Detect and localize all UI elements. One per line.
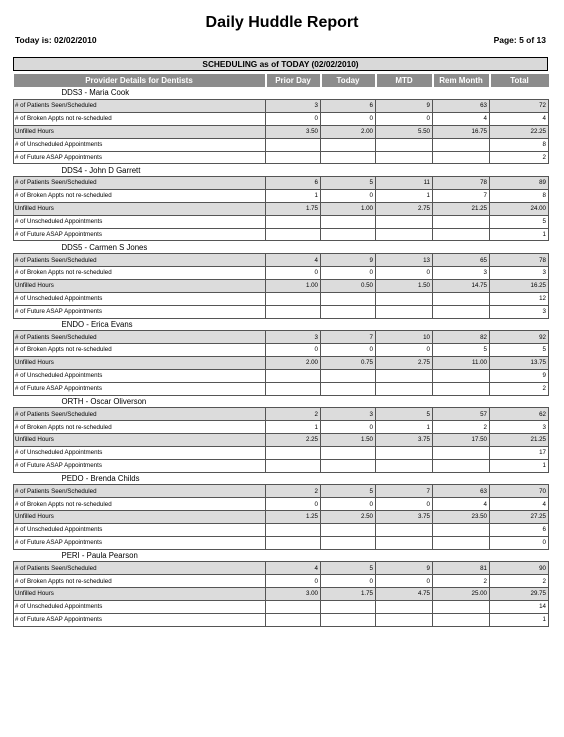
cell-prior-day bbox=[266, 228, 321, 241]
cell-mtd bbox=[376, 600, 433, 613]
table-row bbox=[14, 292, 549, 305]
cell-mtd: 2.75 bbox=[376, 202, 433, 215]
cell-rem-month: 23.50 bbox=[433, 511, 490, 524]
cell-prior-day: 1.00 bbox=[266, 279, 321, 292]
cell-mtd: 0 bbox=[376, 112, 433, 125]
cell-total: 4 bbox=[490, 498, 549, 511]
cell-prior-day: 0 bbox=[266, 575, 321, 588]
row-label: # of Patients Seen/Scheduled bbox=[14, 254, 266, 267]
cell-total: 4 bbox=[490, 112, 549, 125]
cell-today: 2.00 bbox=[321, 125, 376, 138]
row-label: # of Future ASAP Appointments bbox=[14, 382, 266, 395]
cell-mtd bbox=[376, 536, 433, 549]
cell-total: 1 bbox=[490, 459, 549, 472]
header-total: Total bbox=[490, 74, 549, 87]
row-label: Unfilled Hours bbox=[14, 356, 266, 369]
cell-prior-day: 4 bbox=[266, 254, 321, 267]
report-title: Daily Huddle Report bbox=[205, 14, 359, 31]
row-label: # of Future ASAP Appointments bbox=[14, 305, 266, 318]
cell-rem-month: 4 bbox=[433, 498, 490, 511]
cell-total: 90 bbox=[490, 562, 549, 575]
table-row bbox=[14, 523, 549, 536]
cell-prior-day: 2 bbox=[266, 408, 321, 421]
cell-prior-day bbox=[266, 369, 321, 382]
cell-prior-day bbox=[266, 600, 321, 613]
cell-rem-month bbox=[433, 215, 490, 228]
cell-today: 6 bbox=[321, 99, 376, 112]
table-row bbox=[14, 562, 549, 575]
table-row bbox=[14, 215, 549, 228]
row-label: Unfilled Hours bbox=[14, 202, 266, 215]
cell-rem-month: 3 bbox=[433, 266, 490, 279]
row-label: # of Future ASAP Appointments bbox=[14, 459, 266, 472]
cell-prior-day bbox=[266, 382, 321, 395]
table-body bbox=[14, 87, 549, 626]
cell-mtd: 10 bbox=[376, 331, 433, 344]
cell-today bbox=[321, 369, 376, 382]
row-label: # of Unscheduled Appointments bbox=[14, 292, 266, 305]
table-row bbox=[14, 266, 549, 279]
cell-rem-month bbox=[433, 523, 490, 536]
header-provider-details: Provider Details for Dentists bbox=[14, 74, 266, 87]
table-row bbox=[14, 279, 549, 292]
row-label: # of Broken Appts not re-scheduled bbox=[14, 421, 266, 434]
header-row bbox=[14, 74, 549, 87]
row-label: # of Future ASAP Appointments bbox=[14, 536, 266, 549]
cell-rem-month: 7 bbox=[433, 189, 490, 202]
row-label: # of Patients Seen/Scheduled bbox=[14, 177, 266, 190]
table-row bbox=[14, 202, 549, 215]
cell-mtd bbox=[376, 613, 433, 626]
cell-today: 9 bbox=[321, 254, 376, 267]
provider-row bbox=[14, 87, 549, 100]
cell-prior-day: 0 bbox=[266, 112, 321, 125]
table-row bbox=[14, 446, 549, 459]
row-label: Unfilled Hours bbox=[14, 511, 266, 524]
provider-row bbox=[14, 164, 549, 177]
cell-rem-month bbox=[433, 446, 490, 459]
table-row bbox=[14, 99, 549, 112]
row-label: # of Unscheduled Appointments bbox=[14, 446, 266, 459]
cell-rem-month: 57 bbox=[433, 408, 490, 421]
cell-total: 1 bbox=[490, 228, 549, 241]
table-row bbox=[14, 600, 549, 613]
cell-rem-month: 2 bbox=[433, 575, 490, 588]
row-label: # of Unscheduled Appointments bbox=[14, 215, 266, 228]
cell-today: 5 bbox=[321, 562, 376, 575]
cell-prior-day: 0 bbox=[266, 344, 321, 357]
cell-prior-day: 2.25 bbox=[266, 433, 321, 446]
cell-total: 72 bbox=[490, 99, 549, 112]
cell-today: 1.00 bbox=[321, 202, 376, 215]
cell-today: 1.75 bbox=[321, 588, 376, 601]
cell-total: 62 bbox=[490, 408, 549, 421]
table-row bbox=[14, 356, 549, 369]
cell-total: 17 bbox=[490, 446, 549, 459]
cell-total: 78 bbox=[490, 254, 549, 267]
row-label: Unfilled Hours bbox=[14, 588, 266, 601]
cell-rem-month: 78 bbox=[433, 177, 490, 190]
cell-today: 3 bbox=[321, 408, 376, 421]
cell-prior-day bbox=[266, 292, 321, 305]
cell-today bbox=[321, 613, 376, 626]
cell-rem-month: 2 bbox=[433, 421, 490, 434]
cell-total: 8 bbox=[490, 189, 549, 202]
cell-prior-day: 4 bbox=[266, 562, 321, 575]
cell-mtd: 1 bbox=[376, 189, 433, 202]
table-row bbox=[14, 485, 549, 498]
cell-total: 16.25 bbox=[490, 279, 549, 292]
table-row bbox=[14, 112, 549, 125]
cell-today bbox=[321, 292, 376, 305]
cell-total: 3 bbox=[490, 421, 549, 434]
cell-rem-month bbox=[433, 613, 490, 626]
provider-name: DDS5 - Carmen S Jones bbox=[14, 241, 549, 254]
report-date: Today is: 02/02/2010 bbox=[15, 35, 97, 45]
table-row bbox=[14, 125, 549, 138]
cell-prior-day bbox=[266, 305, 321, 318]
cell-mtd: 0 bbox=[376, 498, 433, 511]
cell-today: 0 bbox=[321, 112, 376, 125]
row-label: # of Patients Seen/Scheduled bbox=[14, 408, 266, 421]
row-label: # of Future ASAP Appointments bbox=[14, 613, 266, 626]
cell-total: 12 bbox=[490, 292, 549, 305]
table-row bbox=[14, 613, 549, 626]
cell-today: 0 bbox=[321, 498, 376, 511]
table-row bbox=[14, 331, 549, 344]
cell-mtd bbox=[376, 459, 433, 472]
cell-total: 3 bbox=[490, 266, 549, 279]
cell-total: 14 bbox=[490, 600, 549, 613]
cell-today: 0 bbox=[321, 421, 376, 434]
cell-mtd bbox=[376, 369, 433, 382]
cell-prior-day: 3.50 bbox=[266, 125, 321, 138]
cell-rem-month bbox=[433, 369, 490, 382]
cell-total: 2 bbox=[490, 382, 549, 395]
cell-mtd: 1.50 bbox=[376, 279, 433, 292]
cell-prior-day: 1 bbox=[266, 189, 321, 202]
cell-mtd bbox=[376, 228, 433, 241]
cell-mtd bbox=[376, 138, 433, 151]
table-row bbox=[14, 459, 549, 472]
table-row bbox=[14, 138, 549, 151]
cell-mtd: 0 bbox=[376, 266, 433, 279]
cell-prior-day: 1 bbox=[266, 421, 321, 434]
provider-name: DDS3 - Maria Cook bbox=[14, 87, 549, 100]
cell-rem-month: 21.25 bbox=[433, 202, 490, 215]
cell-total: 92 bbox=[490, 331, 549, 344]
cell-prior-day bbox=[266, 151, 321, 164]
cell-today bbox=[321, 523, 376, 536]
cell-today bbox=[321, 138, 376, 151]
cell-mtd: 4.75 bbox=[376, 588, 433, 601]
cell-total: 22.25 bbox=[490, 125, 549, 138]
table-row bbox=[14, 511, 549, 524]
cell-rem-month bbox=[433, 292, 490, 305]
cell-mtd: 2.75 bbox=[376, 356, 433, 369]
cell-today: 0 bbox=[321, 266, 376, 279]
table-row bbox=[14, 421, 549, 434]
table-row bbox=[14, 305, 549, 318]
provider-name: ORTH - Oscar Oliverson bbox=[14, 395, 549, 408]
cell-rem-month bbox=[433, 459, 490, 472]
row-label: # of Broken Appts not re-scheduled bbox=[14, 575, 266, 588]
table-row bbox=[14, 575, 549, 588]
cell-prior-day bbox=[266, 446, 321, 459]
cell-total: 27.25 bbox=[490, 511, 549, 524]
provider-row bbox=[14, 318, 549, 331]
cell-total: 9 bbox=[490, 369, 549, 382]
cell-total: 89 bbox=[490, 177, 549, 190]
cell-rem-month: 25.00 bbox=[433, 588, 490, 601]
provider-row bbox=[14, 472, 549, 485]
cell-rem-month: 16.75 bbox=[433, 125, 490, 138]
cell-rem-month bbox=[433, 305, 490, 318]
cell-prior-day bbox=[266, 215, 321, 228]
cell-rem-month: 65 bbox=[433, 254, 490, 267]
row-label: Unfilled Hours bbox=[14, 433, 266, 446]
cell-total: 2 bbox=[490, 151, 549, 164]
cell-rem-month bbox=[433, 536, 490, 549]
provider-name: ENDO - Erica Evans bbox=[14, 318, 549, 331]
cell-today: 0.50 bbox=[321, 279, 376, 292]
header-today: Today bbox=[321, 74, 376, 87]
cell-total: 13.75 bbox=[490, 356, 549, 369]
page-indicator: Page: 5 of 13 bbox=[493, 35, 546, 45]
table-row bbox=[14, 189, 549, 202]
cell-mtd bbox=[376, 151, 433, 164]
cell-mtd: 0 bbox=[376, 344, 433, 357]
cell-total: 2 bbox=[490, 575, 549, 588]
table-row bbox=[14, 254, 549, 267]
cell-today bbox=[321, 382, 376, 395]
cell-mtd: 0 bbox=[376, 575, 433, 588]
cell-rem-month: 5 bbox=[433, 344, 490, 357]
table-row bbox=[14, 498, 549, 511]
cell-prior-day: 1.25 bbox=[266, 511, 321, 524]
cell-rem-month bbox=[433, 600, 490, 613]
cell-mtd: 9 bbox=[376, 562, 433, 575]
cell-rem-month bbox=[433, 138, 490, 151]
table-row bbox=[14, 588, 549, 601]
cell-mtd: 11 bbox=[376, 177, 433, 190]
cell-mtd: 1 bbox=[376, 421, 433, 434]
cell-prior-day bbox=[266, 536, 321, 549]
scheduling-table bbox=[13, 74, 549, 627]
cell-today: 1.50 bbox=[321, 433, 376, 446]
row-label: # of Future ASAP Appointments bbox=[14, 228, 266, 241]
cell-rem-month: 17.50 bbox=[433, 433, 490, 446]
cell-total: 3 bbox=[490, 305, 549, 318]
table-row bbox=[14, 536, 549, 549]
cell-total: 6 bbox=[490, 523, 549, 536]
provider-name: PEDO - Brenda Childs bbox=[14, 472, 549, 485]
cell-mtd bbox=[376, 446, 433, 459]
cell-prior-day: 0 bbox=[266, 266, 321, 279]
cell-rem-month: 81 bbox=[433, 562, 490, 575]
row-label: # of Patients Seen/Scheduled bbox=[14, 485, 266, 498]
cell-today: 2.50 bbox=[321, 511, 376, 524]
row-label: # of Broken Appts not re-scheduled bbox=[14, 344, 266, 357]
cell-today bbox=[321, 536, 376, 549]
cell-prior-day: 1.75 bbox=[266, 202, 321, 215]
cell-total: 1 bbox=[490, 613, 549, 626]
cell-prior-day bbox=[266, 523, 321, 536]
row-label: # of Unscheduled Appointments bbox=[14, 369, 266, 382]
row-label: # of Patients Seen/Scheduled bbox=[14, 99, 266, 112]
cell-prior-day: 3 bbox=[266, 331, 321, 344]
cell-total: 21.25 bbox=[490, 433, 549, 446]
provider-row bbox=[14, 549, 549, 562]
provider-name: PERI - Paula Pearson bbox=[14, 549, 549, 562]
cell-total: 24.00 bbox=[490, 202, 549, 215]
cell-today: 5 bbox=[321, 485, 376, 498]
cell-prior-day: 3 bbox=[266, 99, 321, 112]
cell-rem-month: 11.00 bbox=[433, 356, 490, 369]
provider-name: DDS4 - John D Garrett bbox=[14, 164, 549, 177]
cell-total: 5 bbox=[490, 344, 549, 357]
header-mtd: MTD bbox=[376, 74, 433, 87]
cell-today bbox=[321, 600, 376, 613]
row-label: # of Broken Appts not re-scheduled bbox=[14, 498, 266, 511]
cell-today: 0 bbox=[321, 344, 376, 357]
cell-today bbox=[321, 446, 376, 459]
cell-total: 5 bbox=[490, 215, 549, 228]
cell-mtd: 9 bbox=[376, 99, 433, 112]
cell-total: 0 bbox=[490, 536, 549, 549]
cell-mtd: 7 bbox=[376, 485, 433, 498]
row-label: Unfilled Hours bbox=[14, 279, 266, 292]
cell-mtd bbox=[376, 215, 433, 228]
row-label: # of Unscheduled Appointments bbox=[14, 600, 266, 613]
cell-today bbox=[321, 215, 376, 228]
provider-row bbox=[14, 241, 549, 254]
cell-mtd bbox=[376, 523, 433, 536]
cell-today: 7 bbox=[321, 331, 376, 344]
section-banner: SCHEDULING as of TODAY (02/02/2010) bbox=[13, 57, 548, 71]
cell-prior-day: 2 bbox=[266, 485, 321, 498]
cell-mtd bbox=[376, 382, 433, 395]
cell-prior-day bbox=[266, 138, 321, 151]
cell-mtd: 5 bbox=[376, 408, 433, 421]
cell-total: 8 bbox=[490, 138, 549, 151]
cell-rem-month: 14.75 bbox=[433, 279, 490, 292]
row-label: # of Broken Appts not re-scheduled bbox=[14, 112, 266, 125]
cell-total: 70 bbox=[490, 485, 549, 498]
table-row bbox=[14, 344, 549, 357]
table-row bbox=[14, 228, 549, 241]
cell-mtd: 3.75 bbox=[376, 433, 433, 446]
cell-mtd: 13 bbox=[376, 254, 433, 267]
row-label: # of Broken Appts not re-scheduled bbox=[14, 189, 266, 202]
row-label: Unfilled Hours bbox=[14, 125, 266, 138]
header-prior-day: Prior Day bbox=[266, 74, 321, 87]
cell-prior-day: 2.00 bbox=[266, 356, 321, 369]
table-row bbox=[14, 433, 549, 446]
cell-today: 0.75 bbox=[321, 356, 376, 369]
cell-rem-month: 63 bbox=[433, 485, 490, 498]
cell-today bbox=[321, 228, 376, 241]
row-label: # of Unscheduled Appointments bbox=[14, 523, 266, 536]
cell-prior-day: 6 bbox=[266, 177, 321, 190]
cell-mtd bbox=[376, 292, 433, 305]
cell-prior-day: 3.00 bbox=[266, 588, 321, 601]
row-label: # of Broken Appts not re-scheduled bbox=[14, 266, 266, 279]
cell-rem-month: 63 bbox=[433, 99, 490, 112]
cell-prior-day bbox=[266, 459, 321, 472]
cell-mtd: 5.50 bbox=[376, 125, 433, 138]
table-row bbox=[14, 369, 549, 382]
cell-prior-day: 0 bbox=[266, 498, 321, 511]
cell-today: 5 bbox=[321, 177, 376, 190]
cell-today: 0 bbox=[321, 575, 376, 588]
cell-rem-month bbox=[433, 382, 490, 395]
table-row bbox=[14, 408, 549, 421]
cell-today: 0 bbox=[321, 189, 376, 202]
provider-row bbox=[14, 395, 549, 408]
header-rem-month: Rem Month bbox=[433, 74, 490, 87]
cell-prior-day bbox=[266, 613, 321, 626]
row-label: # of Patients Seen/Scheduled bbox=[14, 562, 266, 575]
cell-today bbox=[321, 305, 376, 318]
cell-today bbox=[321, 459, 376, 472]
cell-rem-month: 82 bbox=[433, 331, 490, 344]
cell-rem-month bbox=[433, 228, 490, 241]
cell-rem-month: 4 bbox=[433, 112, 490, 125]
cell-mtd: 3.75 bbox=[376, 511, 433, 524]
cell-total: 29.75 bbox=[490, 588, 549, 601]
table-row bbox=[14, 151, 549, 164]
row-label: # of Unscheduled Appointments bbox=[14, 138, 266, 151]
table-row bbox=[14, 382, 549, 395]
cell-mtd bbox=[376, 305, 433, 318]
cell-rem-month bbox=[433, 151, 490, 164]
cell-today bbox=[321, 151, 376, 164]
row-label: # of Future ASAP Appointments bbox=[14, 151, 266, 164]
row-label: # of Patients Seen/Scheduled bbox=[14, 331, 266, 344]
table-row bbox=[14, 177, 549, 190]
